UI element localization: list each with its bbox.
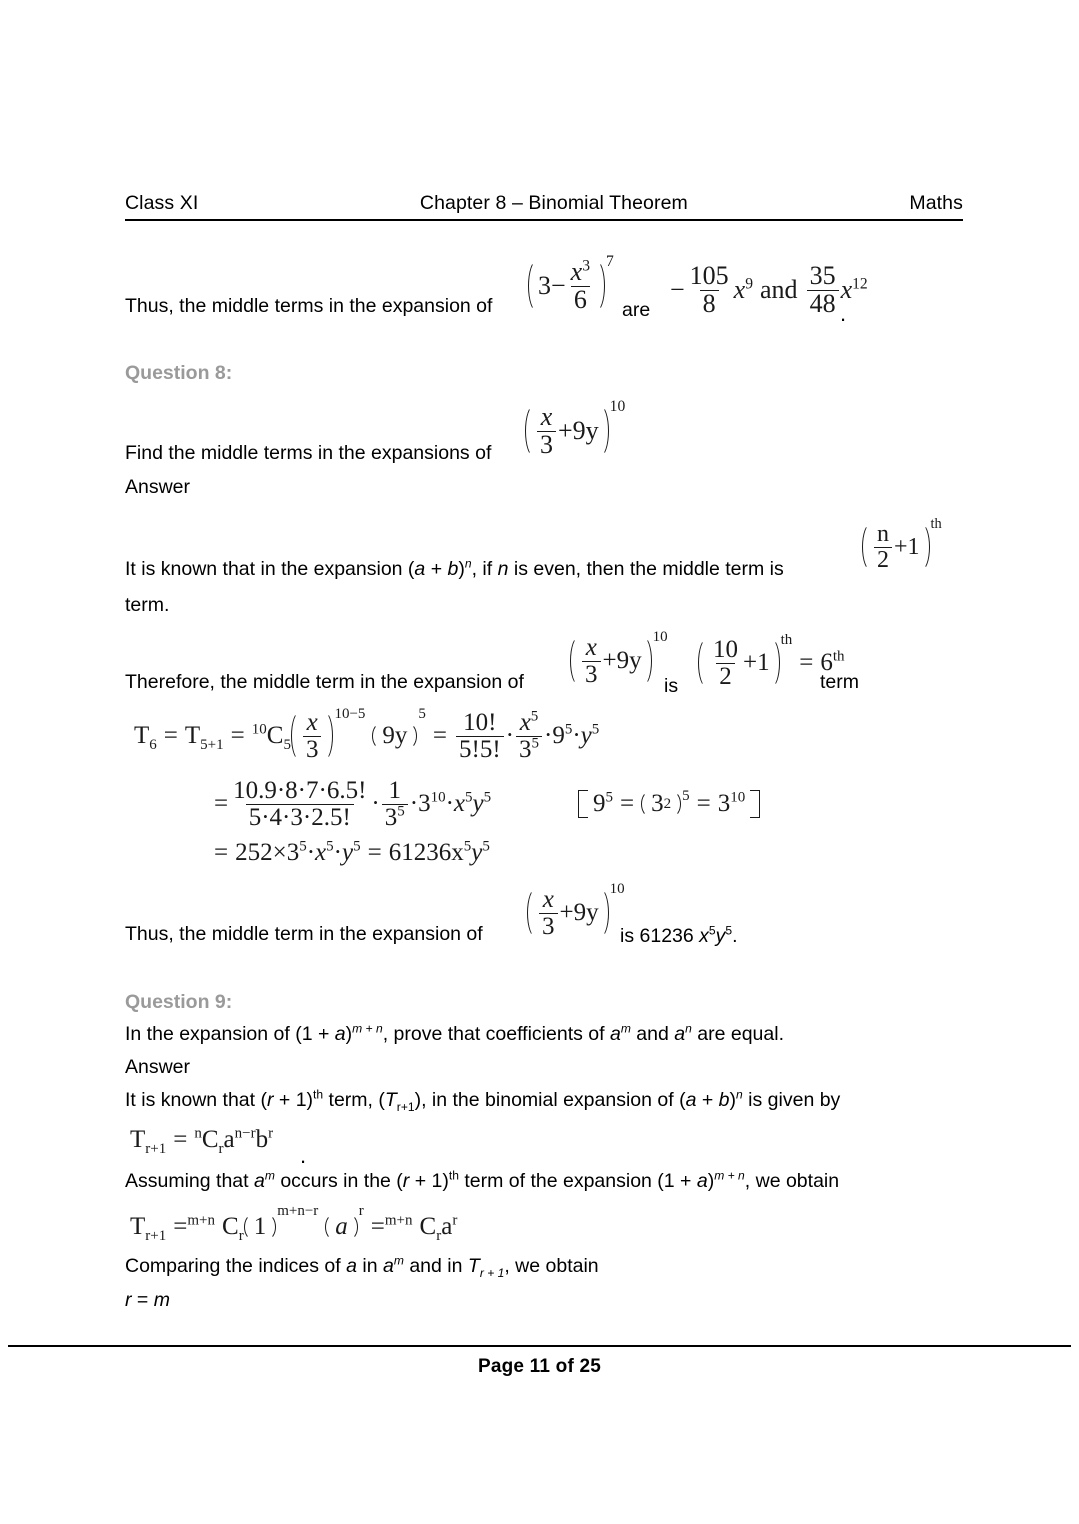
q9-assuming-line: Assuming that $a^m$ occurs in the $(r + 1)^{th}$ term of the expansion $(1 + a)^{m + n}$, we obtain xyxy=(125,1168,840,1192)
q8-prompt-expression xyxy=(525,400,625,462)
q9-result-line: r = m xyxy=(125,1289,170,1311)
q7-and-word: and xyxy=(760,275,798,304)
q8-six-frac-num: 10 xyxy=(713,636,738,663)
q7-frac-den: 6 xyxy=(571,286,590,314)
q7-result1-exp: 9 xyxy=(745,275,754,293)
page-header xyxy=(125,192,963,215)
q7-expr-three: 3 xyxy=(538,271,551,300)
q8-prompt-lead: Find the middle terms in the expansions of xyxy=(125,442,492,464)
q8-known-line: It is known that in the expansion $(a + b)^n$, if n is even, then the middle term is xyxy=(125,556,784,580)
q7-result2-exp: 12 xyxy=(852,275,868,293)
q8-mt-frac-den: 2 xyxy=(874,547,892,572)
q7-result1-var: x xyxy=(733,275,746,304)
q8-term-word: term. xyxy=(125,594,170,616)
q8-conclusion-value: is 61236 $x^5y^5$. xyxy=(620,923,738,947)
q8-th-plus9y: +9y xyxy=(602,647,642,674)
q9-prompt: In the expansion of $(1 + a)^{m + n}$, prove that coefficients of $a^m$ and $a^n$ are equal. xyxy=(125,1021,784,1045)
q9-answer-label: Answer xyxy=(125,1056,191,1078)
q8-term-word-2: term xyxy=(820,671,859,693)
header-center: Chapter 8 – Binomial Theorem xyxy=(419,192,688,214)
q8-expr-plus9y: +9y xyxy=(558,416,599,445)
q8-frac-den: 3 xyxy=(537,431,556,459)
q7-expr-minus: − xyxy=(551,271,566,300)
derivation-line-2: = $\frac{10.9\cdot 8\cdot 7\cdot 6.5!}{5\cdot 4\cdot 3\cdot 2.5!}$ · $\frac{1}{3^5}$ · $3^{10}$ · $x^5y^5$ xyxy=(214,777,492,831)
q7-period: . xyxy=(840,301,847,326)
header-left: Class XI xyxy=(125,192,199,214)
q7-result1-den: 8 xyxy=(700,290,719,318)
q8-th-frac-num: x xyxy=(585,634,597,661)
question-8-heading: Question 8: xyxy=(125,362,233,384)
q7-expr-power: 7 xyxy=(606,253,614,270)
q7-are-word: are xyxy=(622,299,651,321)
q8-mt-plus-one: +1 xyxy=(894,533,920,560)
q9-comparing-line: Comparing the indices of a in $a^m$ and in $T_{r + 1}$, we obtain xyxy=(125,1253,599,1280)
q7-result-expression xyxy=(670,262,868,318)
q7-result2-var: x xyxy=(840,275,853,304)
page-number: Page 11 of 25 xyxy=(477,1356,601,1377)
q8-answer-label: Answer xyxy=(125,476,191,498)
q8-six-value-th: th xyxy=(832,648,845,665)
q8-conclusion-expression: $\frac{x}{3}$ +9y 10 xyxy=(527,883,625,943)
q7-conclusion-lead: Thus, the middle terms in the expansion of xyxy=(125,295,493,317)
q8-six-frac-den: 2 xyxy=(716,663,735,690)
q8-th-power: 10 xyxy=(652,629,668,645)
q8-six-value: 6 xyxy=(820,649,833,676)
q8-frac-num: x xyxy=(540,401,553,431)
q8-six-th: th xyxy=(780,632,793,648)
q8-conclusion-lead: Thus, the middle term in the expansion of xyxy=(125,923,483,945)
q8-expr-power: 10 xyxy=(609,398,626,415)
question-9-heading: Question 9: xyxy=(125,991,233,1013)
q8-six-eq: = xyxy=(799,649,814,676)
q8-mt-frac-num: n xyxy=(877,521,889,548)
q8-is-word-1: is xyxy=(664,675,679,697)
q9-formula-2: $T_{r+1}$ =$^{m+n}$ $C_r$ 1 m+n−r a r =$^{m+n}$ $C_ra^r$ xyxy=(130,1203,458,1244)
q9-known-line: It is known that $(r + 1)^{th}$ term, $(T_{r+1})$, in the binomial expansion of $(a + b)^n$ is given by xyxy=(125,1087,841,1114)
derivation-line-3: = 252 × $3^5$ · $x^5$ · $y^5$ = $61236x^5y^5$ xyxy=(214,838,490,866)
header-divider xyxy=(125,219,963,221)
q9-formula-1-period: . xyxy=(300,1143,307,1168)
q7-frac-num-x: x xyxy=(570,256,583,286)
q8-th-frac-den: 3 xyxy=(582,661,601,688)
q7-frac-num-exp: 3 xyxy=(582,257,591,275)
q8-middle-term-formula xyxy=(862,518,942,576)
q7-result2-num: 35 xyxy=(809,260,836,290)
q8-therefore-expression xyxy=(570,631,668,691)
q9-formula-1: $T_{r+1}$ = $^nC_ra^{n-r}b^r$ xyxy=(130,1125,274,1157)
q8-six-plus-one: +1 xyxy=(743,649,770,676)
footer-divider xyxy=(8,1345,1071,1347)
q8-therefore-lead: Therefore, the middle term in the expansion of xyxy=(125,671,524,693)
derivation-bracket-note: $9^5$ = 3 2 5 = $3^{10}$ xyxy=(578,779,760,829)
header-right: Maths xyxy=(909,192,963,214)
q7-result2-den: 48 xyxy=(807,290,839,318)
q7-result1-sign: − xyxy=(670,275,685,304)
q8-mt-th: th xyxy=(930,516,942,532)
q7-result1-num: 105 xyxy=(689,260,729,290)
q7-expression-base xyxy=(528,255,614,317)
derivation-line-1: $T_6$ = $T_{5+1}$ = $^{10}C_5$ $\frac{x}{3}$ 10−5 9y 5 = $\frac{10!}{5!5!}$ · $\frac{x^5}{3^5}$ · $9^5$ · $y^5$ xyxy=(134,706,600,763)
